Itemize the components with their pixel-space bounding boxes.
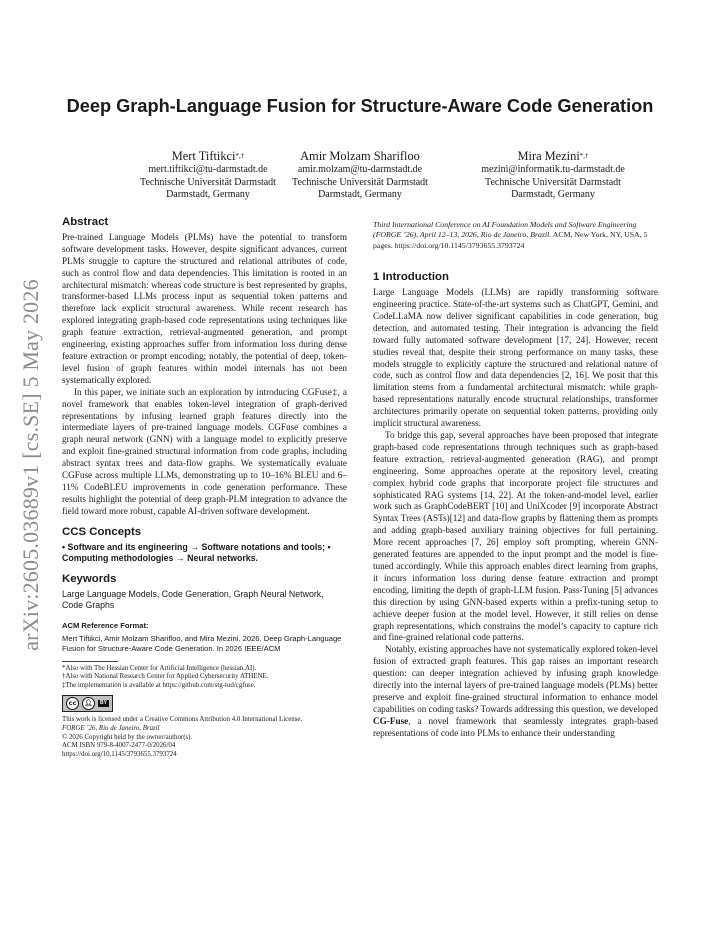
intro-heading: 1 Introduction xyxy=(373,271,449,284)
conference-reference: Third International Conference on AI Foundation Models and Software Engineering (FORGE ’26), April 12–13, 2026, Rio de Janeiro, Brazil. ACM, New York, NY, USA, 5 pages. https://doi.org/10.1145/3793655.3793724 xyxy=(373,220,648,250)
author-email: amir.molzam@tu-darmstadt.de xyxy=(297,164,423,175)
author-name: Mira Mezini*,† xyxy=(517,149,589,163)
license-line-1: This work is licensed under a Creative Commons Attribution 4.0 International License. xyxy=(62,715,303,723)
acm-ref-heading: ACM Reference Format: xyxy=(62,620,149,630)
acm-ref-text: Mert Tiftikci, Amir Molzam Sharifloo, and Mira Mezini. 2026. Deep Graph-Language Fusion for Structure-Aware Code Generation. In 2026 IEEE/ACM xyxy=(62,633,342,654)
intro-paragraph-2: To bridge this gap, several approaches have been proposed that integrate graph-based code representations through techniques such as graph-based feature extraction, retrieval-augmented generation (RAG), and prompt engineering. Some approaches operate at the repository level, creating complex hybrid code graphs that incorporate project file structures and sophisticated RAG systems [14, 22]. At the token-and-model level, earlier work such as GraphCodeBERT [10] and UniXcoder [9] incorporate Abstract Syntax Trees (ASTs)[12] and data-flow graphs by flattening them as prompts and adding graph-based auxiliary training objectives for full pertaining. More recent approaches [7, 26] employ soft prompting, wherein GNN-generated features are appended to the input prompt and the model is fine-tuned accordingly. While this approach enables direct learning from graphs, it incurs information loss during dense feature extraction and prompt encoding, limiting the depth of graph-LLM fusion. Pass-Tuning [5] advances this direction by using GNN-based experts within a prefix-tuning setup to achieve deeper fusion at the model level. However, it still relies on dense graph representations, which constrains the model’s capacity to capture rich and fine-grained relational code patterns. xyxy=(373,430,658,643)
keywords-heading: Keywords xyxy=(62,572,117,585)
footnote-rule xyxy=(62,661,118,662)
cc-by-badge xyxy=(62,695,113,712)
footnote-1: *Also with The Hessian Center for Artificial Intelligence (hessian.AI). xyxy=(62,664,257,672)
ccs-concepts: • Software and its engineering → Software notations and tools; • Computing methodologies → Neural networks. xyxy=(62,541,331,564)
author-affiliation: Technische Universität Darmstadt xyxy=(485,176,621,188)
paper-title: Deep Graph-Language Fusion for Structure-Aware Code Generation xyxy=(66,96,654,116)
ccs-heading: CCS Concepts xyxy=(62,525,142,538)
author-name: Mert Tiftikci*,† xyxy=(171,149,245,163)
author-affiliation: Technische Universität Darmstadt xyxy=(292,176,428,188)
left-column xyxy=(62,217,347,760)
license-line-5: https://doi.org/10.1145/3793655.3793724 xyxy=(62,751,177,759)
abstract-heading: Abstract xyxy=(62,216,109,228)
abstract-paragraph-2: In this paper, we initiate such an exploration by introducing CGFuse‡, a novel framework that enables token-level integration of graph-derived representations by infusing learned graph features directly into the intermediate layers of pre-trained language models. CGFuse combines a graph neural network (GNN) with a language model to explicitly preserve and exploit fine-grained structural information from code graphs, including abstract syntax trees and data-flow graphs. We systematically evaluate CGFuse across multiple LLMs, demonstrating up to 10–16% BLEU and 6–11% CodeBLEU improvements in code generation performance. These results highlight the potential of deep graph-PLM integration to advance the field toward more robust, capable AI-driven software development. xyxy=(62,386,347,516)
author-block-3 xyxy=(453,149,653,202)
license-line-2: FORGE ’26, Rio de Janeiro, Brazil xyxy=(62,724,160,732)
by-label: BY xyxy=(100,699,107,706)
author-email: mert.tiftikci@tu-darmstadt.de xyxy=(148,164,268,175)
cc-logo-icon: cc xyxy=(66,697,79,710)
author-name: Amir Molzam Sharifloo xyxy=(300,149,420,163)
author-affiliation: Technische Universität Darmstadt xyxy=(140,176,276,188)
keywords-text: Large Language Models, Code Generation, Graph Neural Network, Code Graphs xyxy=(62,588,324,611)
license-line-4: ACM ISBN 979-8-4007-2477-0/2026/04 xyxy=(62,742,176,750)
right-column xyxy=(373,220,658,740)
author-location: Darmstadt, Germany xyxy=(166,189,250,201)
author-email: mezini@informatik.tu-darmstadt.de xyxy=(481,164,625,175)
arxiv-identifier xyxy=(14,260,48,670)
author-location: Darmstadt, Germany xyxy=(511,189,595,201)
person-icon: 👤︎ xyxy=(82,697,95,710)
author-location: Darmstadt, Germany xyxy=(318,189,402,201)
intro-paragraph-1: Large Language Models (LLMs) are rapidly transforming software engineering practice. State-of-the-art systems such as ChatGPT, Gemini, and CodeLLaMA now deliver significant capabilities in code generation, bug detection, and automated testing. Their integration is advancing the field toward fully automated software development [17, 24]. However, recent studies reveal that, despite their strong performance on many tasks, these models struggle to explicitly capture the structured and relational nature of code, such as control flow and data dependencies [2, 16]. We posit that this limitation stems from a fundamental architectural mismatch: while graph-based representations naturally encode structural relationships, transformer architectures primarily operate on sequential token patterns, providing only implicit structural awareness. xyxy=(373,287,658,429)
intro-paragraph-3: Notably, existing approaches have not systematically explored token-level fusion of extracted graph features. This gap raises an important research question: can deeper integration achieved by infusing graph knowledge directly into the internal layers of pre-trained language models (PLMs) better preserve and exploit fine-grained structural information to enhance model capabilities on coding tasks? Towards addressing this question, we developed CG-Fuse, a novel framework that seamlessly integrates graph-based representations of code into PLMs to enhance their understanding xyxy=(373,644,658,738)
footnote-3: ‡The implementation is available at https://github.com/stg-tud/cgfuse. xyxy=(62,682,256,690)
footnote-2: †Also with National Research Center for Applied Cybersecurity ATHENE. xyxy=(62,673,269,681)
license-line-3: © 2026 Copyright held by the owner/author(s). xyxy=(62,733,193,741)
abstract-paragraph-1: Pre-trained Language Models (PLMs) have the potential to transform software development tasks. However, despite significant advances, current PLMs struggle to capture the structured and relational attributes of code, such as control flow and data dependencies. This limitation is rooted in an architectural mismatch: whereas code structure is best represented by graphs, transformer-based LLMs process input as sequential token patterns and therefore lack explicit structural awareness. While recent research has explored integrating graph-based code representations using techniques like graph feature extraction, retrieval-augmented generation, and prompt engineering, existing approaches suffer from information loss during dense feature extraction or prompt encoding; notably, the potential of deep, token-level fusion of graph features within model internals has not been systematically explored. xyxy=(62,231,347,385)
author-block-2 xyxy=(260,149,460,202)
arxiv-id-text: arXiv:2605.03689v1 [cs.SE] 5 May 2026 xyxy=(18,279,43,651)
